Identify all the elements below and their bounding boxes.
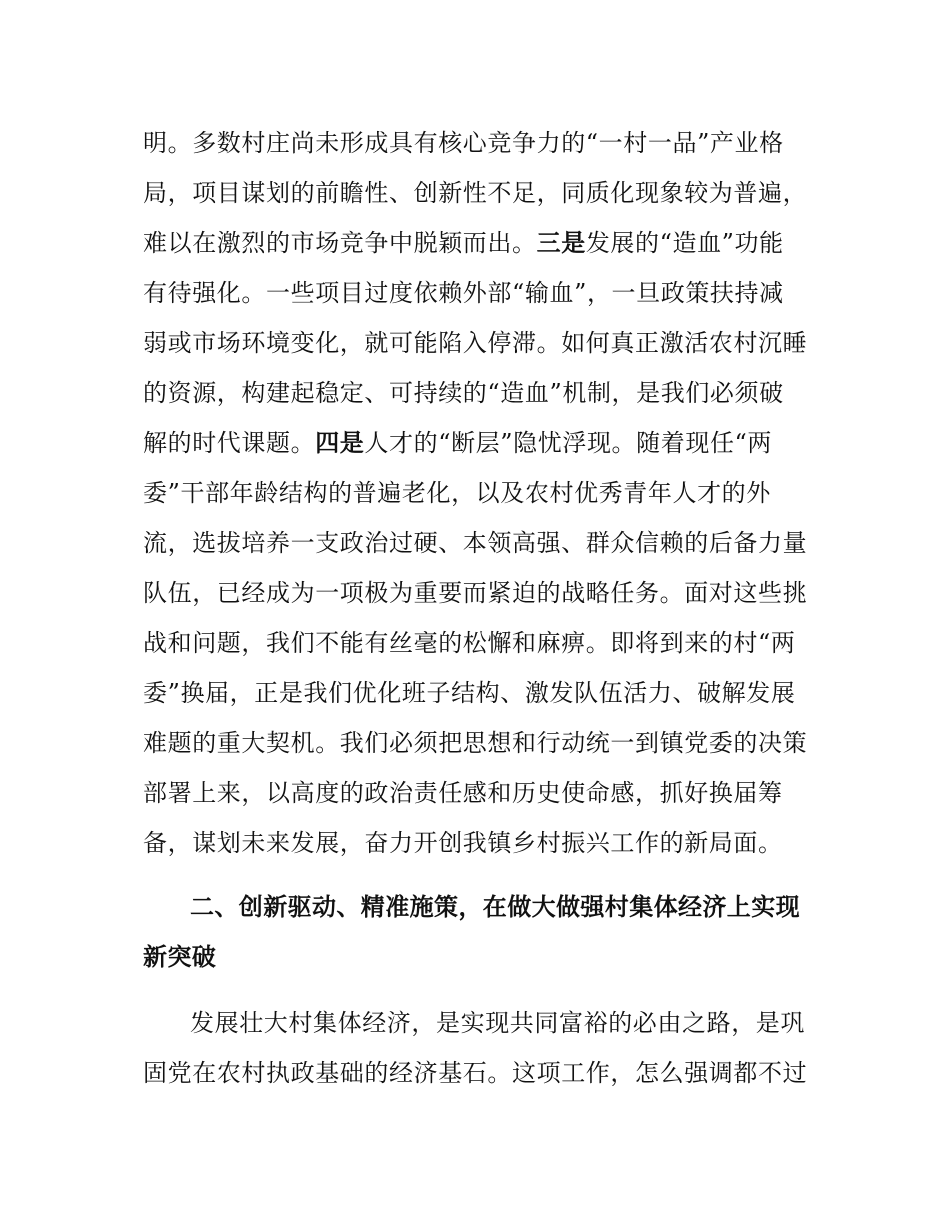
body-text-line xyxy=(143,226,784,260)
body-text-line: 战和问题，我们不能有丝毫的松懈和麻痹。即将到来的村“两 xyxy=(143,629,796,657)
body-text-line: 部署上来，以高度的政治责任感和历史使命感，抓好换届筹 xyxy=(143,779,783,807)
body-text-line xyxy=(143,426,772,460)
body-text-line: 的资源，构建起稳定、可持续的“造血”机制，是我们必须破 xyxy=(143,379,784,407)
body-text-line: 队伍，已经成为一项极为重要而紧迫的战略任务。面对这些挑 xyxy=(143,579,808,607)
body-text-segment: 难以在激烈的市场竞争中脱颖而出。 xyxy=(143,229,537,257)
body-text-line: 委”换届，正是我们优化班子结构、激发队伍活力、破解发展 xyxy=(143,679,796,707)
body-text-line: 局，项目谋划的前瞻性、创新性不足，同质化现象较为普遍， xyxy=(143,179,808,207)
body-text-line: 有待强化。一些项目过度依赖外部“输血”，一旦政策扶持减 xyxy=(143,279,784,307)
body-text-line: 发展壮大村集体经济，是实现共同富裕的必由之路，是巩 xyxy=(190,1009,805,1037)
body-text-line: 备，谋划未来发展，奋力开创我镇乡村振兴工作的新局面。 xyxy=(143,829,783,857)
body-text-segment: 解的时代课题。 xyxy=(143,429,316,457)
bold-marker-three: 三是 xyxy=(536,229,586,257)
body-text-line: 固党在农村执政基础的经济基石。这项工作，怎么强调都不过 xyxy=(143,1059,808,1087)
section-heading: 二、创新驱动、精准施策，在做大做强村集体经济上实现 xyxy=(190,893,800,921)
section-heading-continued: 新突破 xyxy=(143,943,217,971)
bold-marker-four: 四是 xyxy=(315,429,365,457)
body-text-line: 明。多数村庄尚未形成具有核心竞争力的“一村一品”产业格 xyxy=(143,129,784,157)
body-text-line: 弱或市场环境变化，就可能陷入停滞。如何真正激活农村沉睡 xyxy=(143,329,808,357)
body-text-line: 难题的重大契机。我们必须把思想和行动统一到镇党委的决策 xyxy=(143,729,808,757)
body-text-segment: 人才的“断层”隐忧浮现。随着现任“两 xyxy=(364,429,773,457)
body-text-line: 流，选拔培养一支政治过硬、本领高强、群众信赖的后备力量 xyxy=(143,529,808,557)
body-text-segment: 发展的“造血”功能 xyxy=(585,229,784,257)
body-text-line: 委”干部年龄结构的普遍老化，以及农村优秀青年人才的外 xyxy=(143,479,771,507)
